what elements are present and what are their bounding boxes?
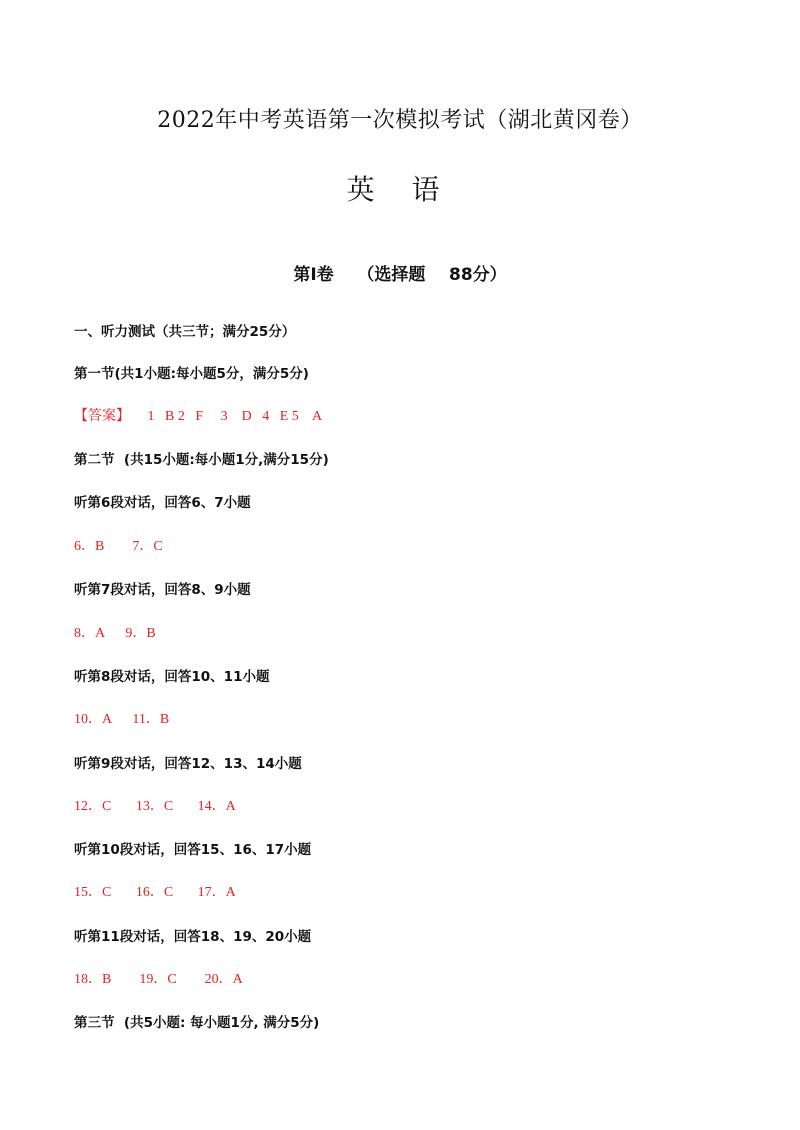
dialogue-prompt-8: 听第8段对话，回答10、11小题: [74, 669, 270, 685]
dialogue-prompt-11: 听第11段对话，回答18、19、20小题: [74, 929, 312, 945]
section2-heading: 第二节 (共15小题:每小题1分,满分15分): [74, 452, 329, 468]
section1-answer: 【答案】 1 B 2 F 3 D 4 E 5 A: [74, 409, 323, 424]
document-subtitle: 英 语: [346, 173, 454, 206]
part-heading: 第Ⅰ卷 （选择题 88分）: [293, 265, 507, 285]
dialogue-answers-6: 6．B 7．C: [74, 539, 163, 554]
dialogue-prompt-10: 听第10段对话，回答15、16、17小题: [74, 842, 312, 858]
dialogue-answers-11: 18．B 19．C 20．A: [74, 972, 243, 987]
dialogue-prompt-7: 听第7段对话，回答8、9小题: [74, 582, 251, 598]
dialogue-prompt-9: 听第9段对话，回答12、13、14小题: [74, 756, 302, 772]
dialogue-answers-9: 12．C 13．C 14．A: [74, 799, 236, 814]
document-title: 2022年中考英语第一次模拟考试（湖北黄冈卷）: [157, 108, 643, 133]
dialogue-answers-10: 15．C 16．C 17．A: [74, 885, 236, 900]
listening-heading: 一、听力测试（共三节；满分25分）: [74, 324, 296, 340]
section3-heading: 第三节 (共5小题: 每小题1分, 满分5分): [74, 1015, 320, 1031]
dialogue-prompt-6: 听第6段对话，回答6、7小题: [74, 495, 251, 511]
dialogue-answers-8: 10．A 11．B: [74, 712, 170, 727]
section1-heading: 第一节(共1小题:每小题5分，满分5分): [74, 366, 309, 382]
dialogue-answers-7: 8．A 9．B: [74, 626, 156, 641]
